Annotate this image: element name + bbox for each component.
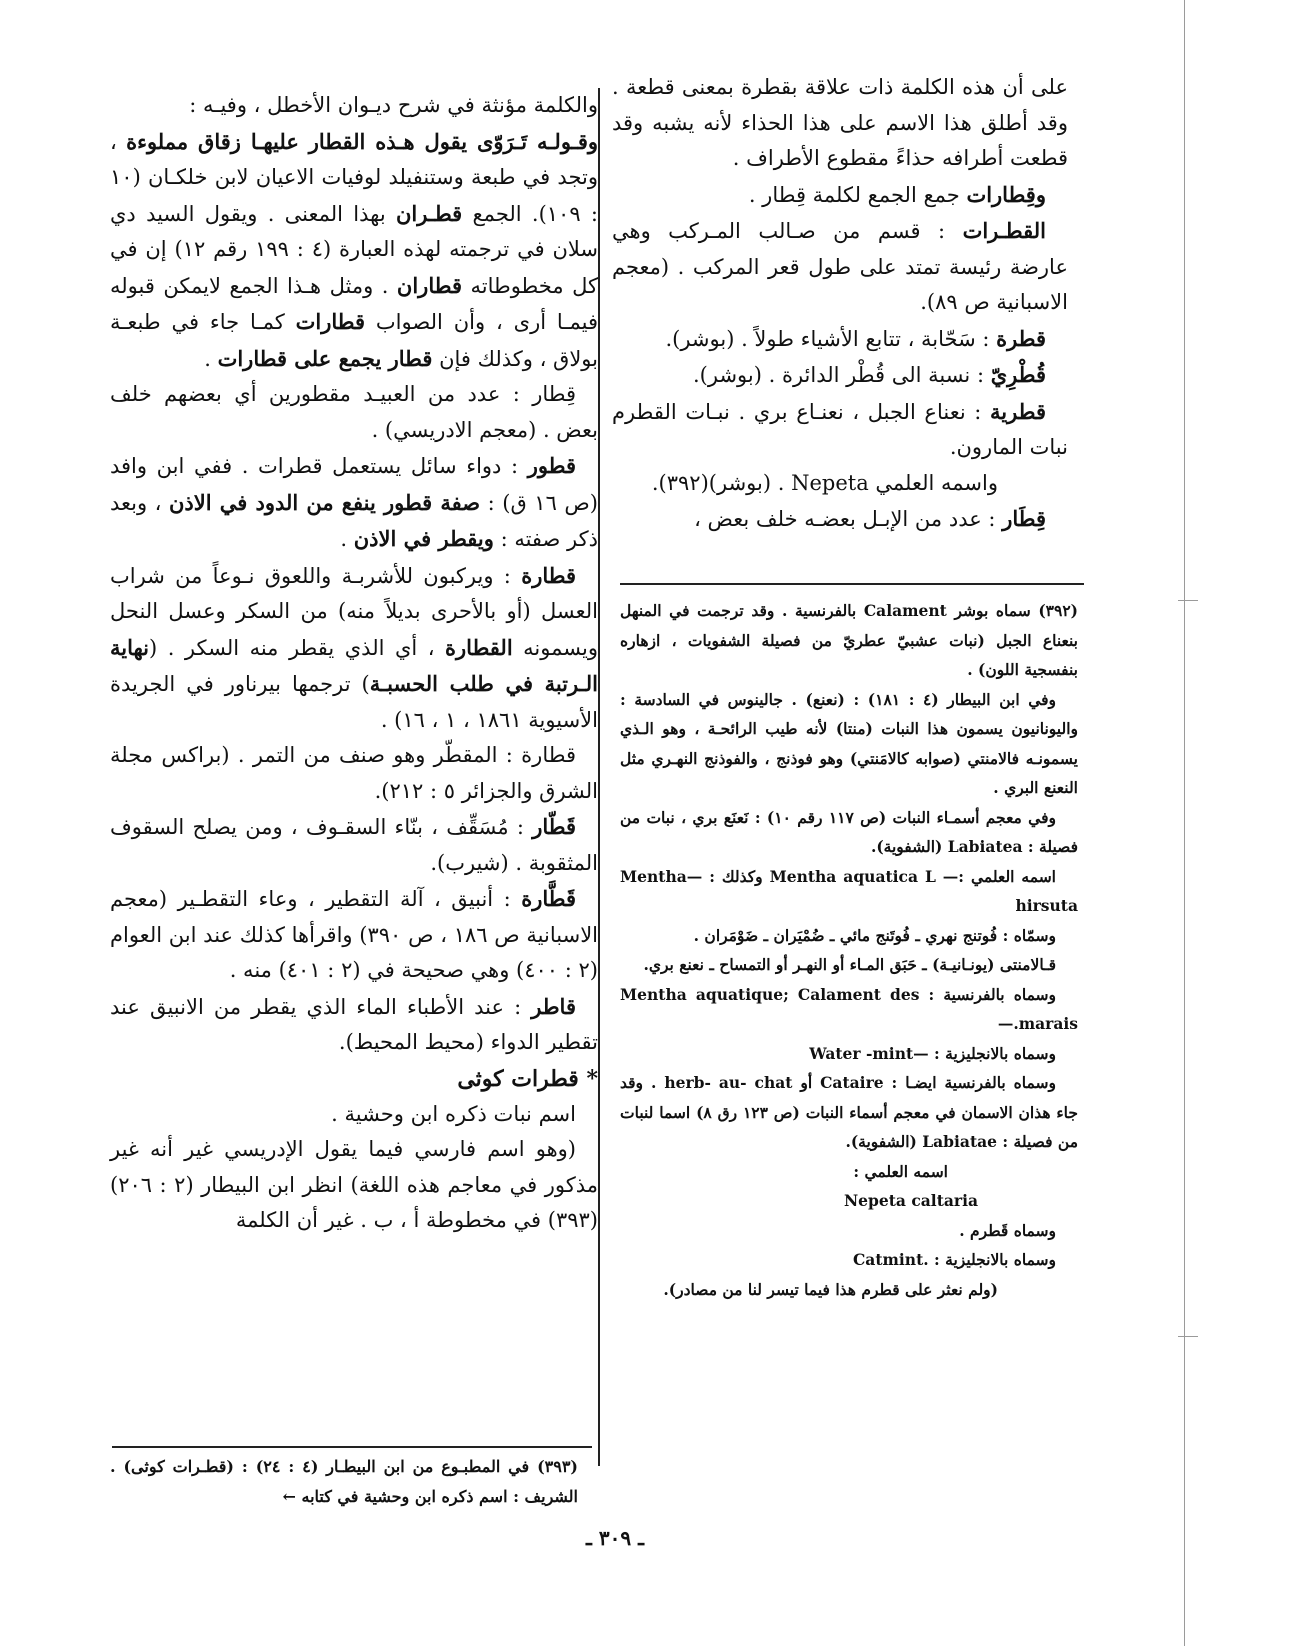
paragraph: واسمه العلمي Nepeta . (بوشر)(٣٩٢). xyxy=(651,470,998,495)
paragraph: (وهو اسم فارسي فيما يقول الإدريسي غير أنه غير مذكور في معاجم هذه اللغة) انظر ابن البيطار (٢ : ٢٠٦)(٣٩٣) في مخطوطة أ ، ب . غير أن الكلمة xyxy=(110,1137,598,1232)
right-footnotes xyxy=(620,596,1078,1304)
entry-term: قِطَار xyxy=(1002,506,1046,531)
entry-term: قُطْرِيّ xyxy=(990,362,1046,387)
entry-text: ، أي الذي يقطر منه السكر . ( xyxy=(149,635,446,660)
paragraph: قطارة : المقطّر وهو صنف من التمر . (براكس مجلة الشرق والجزائر ٥ : ٢١٢). xyxy=(110,743,598,803)
footnote: (ولم نعثر على قطرم هذا فيما تيسر لنا من مصادر). xyxy=(663,1279,998,1299)
entry-paragraph xyxy=(612,357,1068,394)
paragraph-text: كمـا جاء في طبعـة بولاق ، وكذلك فإن xyxy=(110,310,598,371)
footnote: قـالامنتى (يونـانيـة) ـ حَبَق المـاء أو النهـر أو التمساح ـ نعنع بري. xyxy=(643,955,1056,974)
quote-text: وقـولـه تَـرَوّى يقول هـذه القطار عليهـا زقاق مملوءة xyxy=(126,128,598,154)
entry-text: : نعناع الجبل ، نعنـاع بري . نبـات القطرم نبات المارون. xyxy=(612,399,1068,459)
paragraph: قِطار : عدد من العبيـد مقطورين أي بعضهم خلف بعض . (معجم الادريسي) . xyxy=(110,382,598,442)
entry-text: : أنبيق ، آلة التقطير ، وعاء التقطـير (معجم الاسبانية ص ١٨٦ ، ص ٣٩٠) واقرأها كذلك عند ابن العوام (٢ : ٤٠٠) وهي صحيحة في (٢ : ٤٠١) منه . xyxy=(110,887,598,982)
entry-text: : ويركبون للأشربـة واللعوق نـوعاً من شراب العسل (أو بالأحرى بديلاً منه) من السكر وعسل النحل ويسمونه xyxy=(110,563,598,660)
footnote: Nepeta caltaria xyxy=(844,1191,978,1210)
scan-edge-tick xyxy=(1178,600,1198,601)
footnote: وسماه بالانجليزية : .Catmint xyxy=(852,1250,1056,1269)
entry-term: القطارة xyxy=(445,634,513,660)
footnote: وسماه بالفرنسية : Mentha aquatique; Calament des marais.— xyxy=(620,984,1078,1033)
footnote-separator xyxy=(112,1446,592,1448)
footnote: وسماه بالفرنسية ايضـا : Cataire أو herb- au- chat . وقد جاء هذان الاسمان في معجم أسماء النبات (ص ١٢٣ رق ٨) اسما لنبات من فصيلة : Labiatae (الشفوية). xyxy=(620,1073,1078,1151)
paragraph-text: . ومثل هـذا الجمع لايمكن قبوله فيمـا أرى ، وأن الصواب xyxy=(110,273,598,334)
entry-paragraph xyxy=(612,394,1068,466)
paragraph-text: بهذا المعنى . ويقول السيد دي سلان في ترجمته لهذه العبارة (٤ : ١٩٩ رقم ١٢) إن في كل مخطوطاته xyxy=(110,201,598,298)
entry-term: قطارة xyxy=(521,562,576,588)
entry-paragraph xyxy=(110,809,598,881)
entry-paragraph xyxy=(612,213,1068,321)
entry-text: : دواء سائل يستعمل قطرات . ففي ابن وافد (ص ١٦ ق) : xyxy=(110,454,598,515)
entry-text: : عند الأطباء الماء الذي يقطر من الانبيق عند تقطير الدواء (محيط المحيط). xyxy=(110,994,598,1054)
entry-paragraph xyxy=(110,881,598,989)
entry-paragraph xyxy=(110,989,598,1061)
footnote: وسماه بالانجليزية : —Water -mint xyxy=(809,1043,1056,1063)
quote-text: صفة قطور ينفع من الدود في الاذن xyxy=(169,489,481,515)
entry-term: قطاران xyxy=(396,272,462,298)
paragraph: على أن هذه الكلمة ذات علاقة بقطرة بمعنى قطعة . وقد أطلق هذا الاسم على هذا الحذاء لأنه يشبه وقد قطعت أطرافه حذاءً مقطوع الأطراف . xyxy=(612,75,1068,170)
footnote: وسماه قَطرم . xyxy=(959,1220,1056,1240)
entry-term: وقِطارات xyxy=(966,181,1046,207)
entry-paragraph xyxy=(110,558,598,739)
entry-paragraph xyxy=(612,177,1068,214)
footnote: (٣٩٣) في المطبـوع من ابن البيطـار (٤ : ٢٤) : (قطـرات كوثى) . الشريف : اسم ذكره ابن وحشية في كتابه ← xyxy=(110,1457,578,1506)
section-heading: * قطرات كوثى xyxy=(457,1065,598,1092)
entry-text: . xyxy=(340,527,354,551)
left-footnotes xyxy=(110,1452,578,1512)
entry-text: ) ترجمها بيرناور في الجريدة الأسيوية ١٨٦١ ، ١ ، ١٦) . xyxy=(110,672,598,732)
entry-term: قطار يجمع على قطارات xyxy=(217,345,433,371)
entry-term: قطرية xyxy=(990,398,1046,424)
entry-term: قطرة xyxy=(996,325,1046,351)
paragraph xyxy=(110,124,598,378)
footnote: (٣٩٢) سماه بوشر Calament بالفرنسية . وقد ترجمت في المنهل بنعناع الجبل (نبات عشبيّ عطريّ من فصيلة الشفويات ، ازهاره بنفسجية اللون) . xyxy=(620,601,1078,679)
entry-text: جمع الجمع لكلمة قِطار . xyxy=(748,182,967,207)
entry-term: قَطّار xyxy=(532,814,576,839)
footnote: وسمّاه : فُوتنج نهري ـ فُوتَنج مائي ـ ضُمْيَران ـ ضَوْمَران . xyxy=(693,925,1056,945)
entry-text: : نسبة الى قُطْر الدائرة . (بوشر). xyxy=(693,363,991,387)
quote-text: ويقطر في الاذن xyxy=(353,526,494,551)
page-number: ـ ٣٠٩ ـ xyxy=(586,1526,644,1550)
entry-paragraph xyxy=(612,321,1068,358)
paragraph-text: . xyxy=(204,346,218,371)
entry-text: : قسم من صـالب المـركب وهي عارضة رئيسة تمتد على طول قعر المركب . (معجم الاسبانية ص ٨٩). xyxy=(612,219,1068,314)
entry-paragraph xyxy=(612,501,1068,538)
footnote-separator xyxy=(620,583,1084,585)
entry-term: قاطر xyxy=(531,993,576,1019)
left-column xyxy=(110,88,598,1239)
paragraph-text: ، وتجد في طبعة وستنفيلد لوفيات الاعيان لابن خلكـان (١٠ : ١٠٩). الجمع xyxy=(110,129,598,226)
right-column xyxy=(612,70,1068,538)
source-title: نهاية الـرتبة في طلب الحسبـة xyxy=(110,634,598,696)
column-divider xyxy=(598,88,600,1466)
paragraph: اسم نبات ذكره ابن وحشية . xyxy=(331,1101,576,1126)
scan-edge-tick xyxy=(1178,1336,1198,1337)
footnote: اسمه العلمي :— Mentha aquatica L وكذلك : —Mentha hirsuta xyxy=(620,866,1078,915)
entry-term: قَطَّارة xyxy=(521,886,576,911)
entry-text: : عدد من الإبـل بعضـه خلف بعض ، xyxy=(694,507,1003,531)
footnote: اسمه العلمي : xyxy=(853,1161,948,1181)
scan-edge-line xyxy=(1184,0,1185,1646)
entry-term: قطارات xyxy=(295,309,366,334)
footnote: وفي معجم أسمـاء النبات (ص ١١٧ رقم ١٠) : نَعنَع بري ، نبات من فصيلة : Labiatea (الشفوية). xyxy=(620,807,1078,856)
entry-text: : سَحّابة ، تتابع الأشياء طولاً . (بوشر). xyxy=(665,326,997,351)
entry-term: القطـرات xyxy=(962,218,1046,243)
entry-text: ، وبعد ذكر صفته : xyxy=(110,490,598,551)
entry-term: قطور xyxy=(527,453,576,478)
footnote: وفي ابن البيطار (٤ : ١٨١) : (نعنع) . جالينوس في السادسة : واليونانيون يسمون هذا النبات (منتا) لأنه طيب الرائحـة ، وهو الـذي يسمونـه فالامنتي (صوابه كالامَنتي) وهو فوذنج ، والفوذنج النهـري مثل النعنع البري . xyxy=(620,689,1078,797)
entry-paragraph xyxy=(110,448,598,558)
entry-text: : مُسَقِّف ، بنّاء السقـوف ، ومن يصلح السقوف المثقوبة . (شيرب). xyxy=(110,815,598,875)
entry-term: قطـران xyxy=(395,200,463,226)
paragraph: والكلمة مؤنثة في شرح ديـوان الأخطل ، وفيـه : xyxy=(189,93,598,117)
